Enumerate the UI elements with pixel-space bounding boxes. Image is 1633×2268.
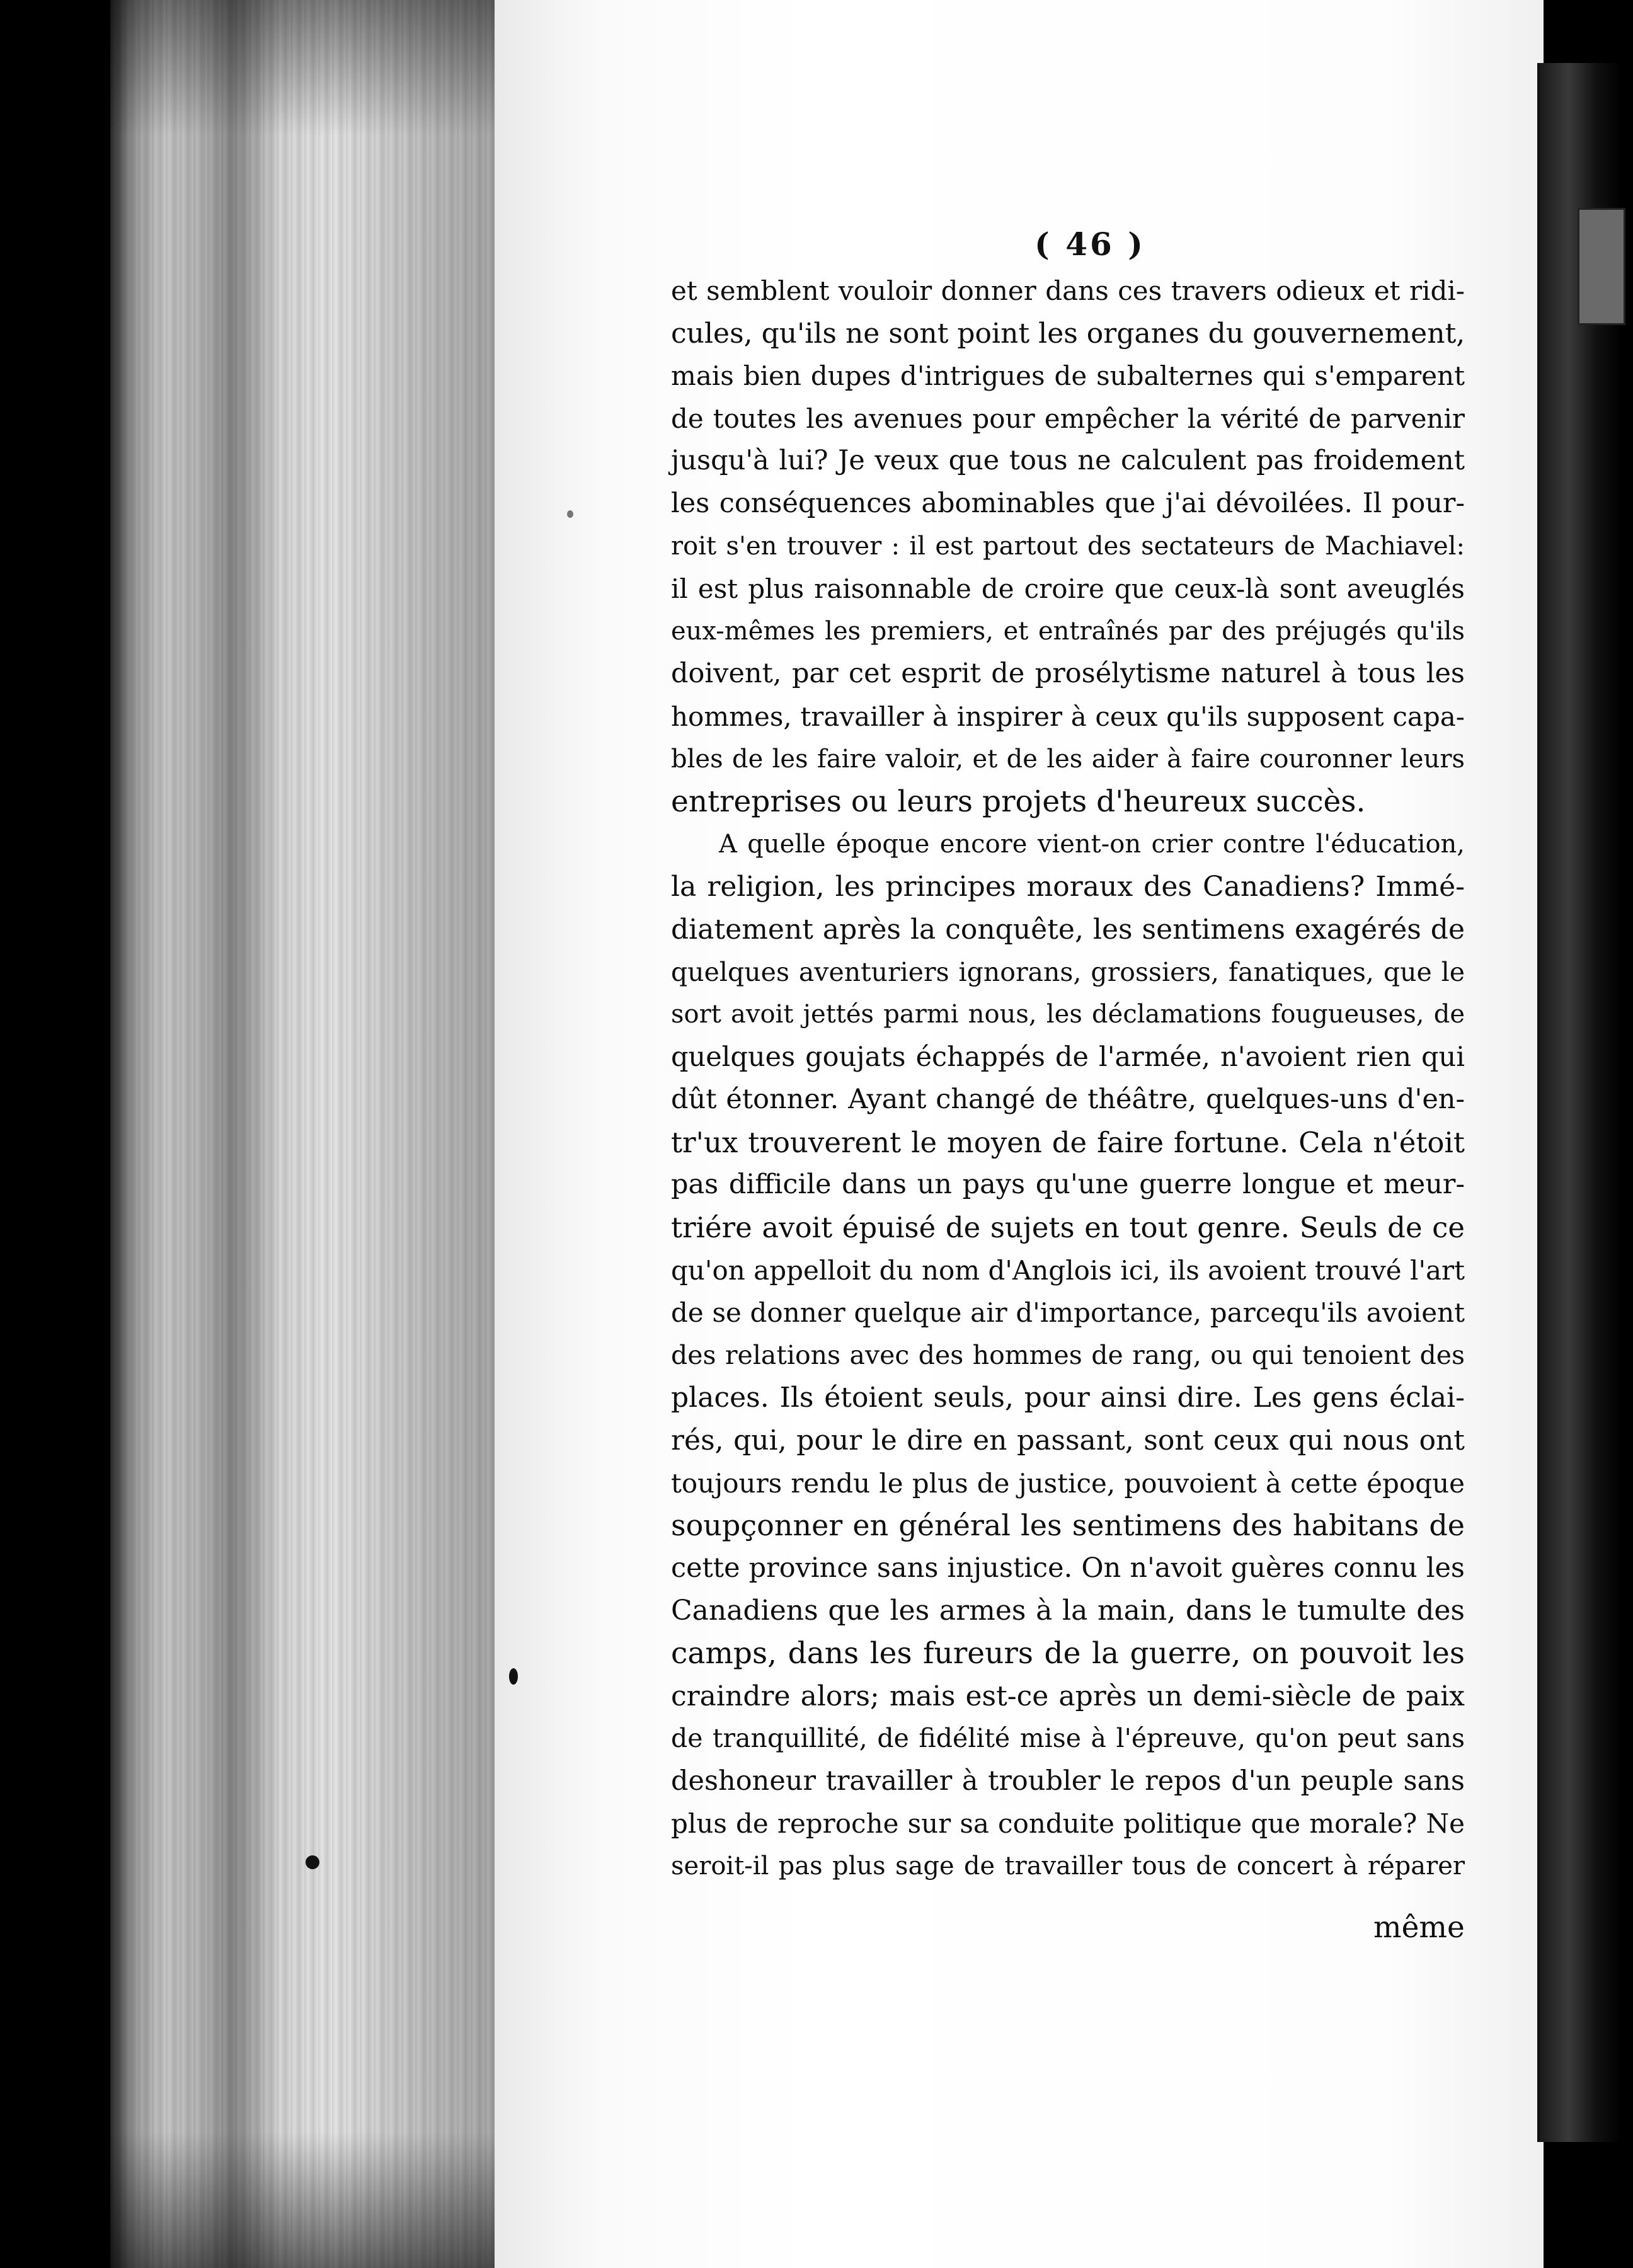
text-line: et semblent vouloir donner dans ces travers odieux et ridi- xyxy=(671,275,1465,306)
text-line: cules, qu'ils ne sont point les organes du gouvernement, xyxy=(671,317,1465,350)
text-line: pas difficile dans un pays qu'une guerre longue et meur- xyxy=(671,1169,1465,1201)
ink-spot xyxy=(306,1855,319,1869)
text-line: deshoneur travailler à troubler le repos d'un peuple sans xyxy=(671,1765,1465,1797)
text-line: plus de reproche sur sa conduite politique que morale? Ne xyxy=(671,1808,1465,1840)
text-line: eux-mêmes les premiers, et entraînés par des préjugés qu'ils xyxy=(671,616,1465,646)
text-line: triére avoit épuisé de sujets en tout genre. Seuls de ce xyxy=(671,1211,1465,1245)
page-edge xyxy=(1537,63,1622,2142)
page-edge-tab xyxy=(1578,208,1625,325)
text-line: quelques goujats échappés de l'armée, n'avoient rien qui xyxy=(671,1041,1465,1073)
text-line: de toutes les avenues pour empêcher la vérité de parvenir xyxy=(671,403,1465,434)
text-line: soupçonner en général les sentimens des habitans de xyxy=(671,1508,1465,1543)
text-line: cette province sans injustice. On n'avoit guères connu les xyxy=(671,1552,1465,1584)
text-line: craindre alors; mais est-ce après un demi-siècle de paix xyxy=(671,1680,1465,1712)
page-number: ( 46 ) xyxy=(1034,226,1145,263)
text-line: camps, dans les fureurs de la guerre, on pouvoit les xyxy=(671,1636,1465,1671)
text-line: des relations avec des hommes de rang, ou qui tenoient des xyxy=(671,1339,1465,1370)
text-line: tr'ux trouverent le moyen de faire fortune. Cela n'étoit xyxy=(671,1125,1465,1159)
text-line: hommes, travailler à inspirer à ceux qu'ils supposent capa- xyxy=(671,701,1465,732)
text-line: qu'on appelloit du nom d'Anglois ici, ils avoient trouvé l'art xyxy=(671,1254,1465,1286)
text-line: places. Ils étoient seuls, pour ainsi dire. Les gens éclai- xyxy=(671,1382,1465,1414)
text-line: jusqu'à lui? Je veux que tous ne calculent pas froidement xyxy=(671,445,1465,477)
text-line: doivent, par cet esprit de prosélytisme naturel à tous les xyxy=(671,658,1465,690)
text-line: diatement après la conquête, les sentimens exagérés de xyxy=(671,913,1465,946)
text-line: il est plus raisonnable de croire que ceux-là sont aveuglés xyxy=(671,573,1465,605)
text-line: dût étonner. Ayant changé de théâtre, quelques-uns d'en- xyxy=(671,1084,1465,1116)
text-line: mais bien dupes d'intrigues de subalternes qui s'emparent xyxy=(671,360,1465,392)
text-line: quelques aventuriers ignorans, grossiers, fanatiques, que le xyxy=(671,956,1465,987)
text-line: de tranquillité, de fidélité mise à l'épreuve, qu'on peut sans xyxy=(671,1723,1465,1754)
text-line: sort avoit jettés parmi nous, les déclamations fougueuses, de xyxy=(671,1000,1465,1029)
text-line: la religion, les principes moraux des Canadiens? Immé- xyxy=(671,871,1465,903)
text-line: toujours rendu le plus de justice, pouvoient à cette époque xyxy=(671,1467,1465,1499)
text-line: seroit-il pas plus sage de travailler tous de concert à réparer xyxy=(671,1851,1465,1881)
text-line: Canadiens que les armes à la main, dans le tumulte des xyxy=(671,1595,1465,1627)
text-line: A quelle époque encore vient-on crier contre l'éducation, xyxy=(719,829,1465,859)
text-line: de se donner quelque air d'importance, parcequ'ils avoient xyxy=(671,1297,1465,1329)
text-line: entreprises ou leurs projets d'heureux succès. xyxy=(671,784,1366,820)
book-gutter xyxy=(110,0,495,2268)
ink-spot xyxy=(567,510,573,518)
catchword: même xyxy=(1373,1910,1465,1945)
body-text xyxy=(671,270,1465,1888)
text-line: les conséquences abominables que j'ai dévoilées. Il pour- xyxy=(671,487,1465,519)
ink-spot xyxy=(509,1668,518,1685)
text-line: rés, qui, pour le dire en passant, sont ceux qui nous ont xyxy=(671,1424,1465,1457)
text-line: bles de les faire valoir, et de les aider à faire couronner leurs xyxy=(671,744,1465,774)
text-line: roit s'en trouver : il est partout des sectateurs de Machiavel: xyxy=(671,531,1465,561)
